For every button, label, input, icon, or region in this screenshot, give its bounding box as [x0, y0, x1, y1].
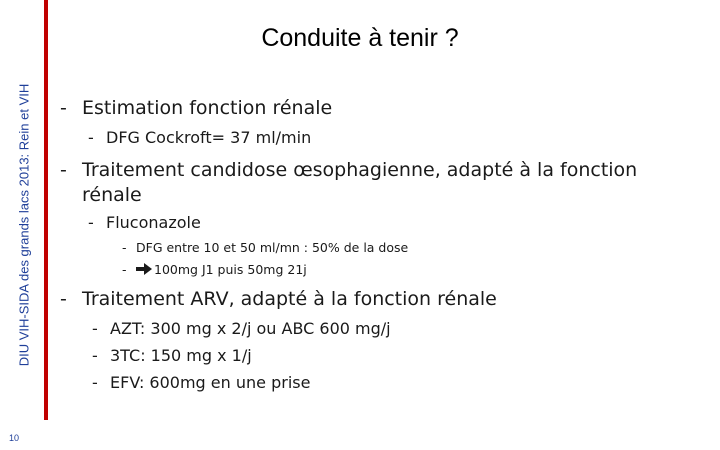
bullet-text: DFG entre 10 et 50 ml/mn : 50% de la dose	[136, 240, 409, 255]
bullet-dash: -	[88, 213, 94, 232]
bullet-candidose	[60, 159, 637, 181]
bullet-text: Estimation fonction rénale	[82, 97, 333, 119]
bullet-azt	[92, 319, 391, 338]
bullet-dfg-range	[122, 240, 408, 255]
bullet-text: EFV: 600mg en une prise	[110, 373, 311, 392]
bullet-text: Fluconazole	[106, 213, 201, 232]
bullet-dash: -	[92, 346, 98, 365]
bullet-text: DFG Cockroft= 37 ml/min	[106, 128, 312, 147]
bullet-arv	[60, 288, 497, 310]
bullet-dfg-cockroft	[88, 128, 311, 147]
bullet-dash: -	[122, 240, 127, 255]
bullet-dash: -	[92, 319, 98, 338]
bullet-candidose-continuation: rénale	[82, 184, 142, 206]
bullet-dose-regimen	[122, 262, 307, 277]
sidebar-divider	[44, 0, 48, 420]
bullet-dash: -	[60, 97, 67, 119]
sidebar-caption: DIU VIH-SIDA des grands lacs 2013: Rein et VIH	[16, 83, 32, 367]
bullet-dash: -	[88, 128, 94, 147]
bullet-efv	[92, 373, 310, 392]
bullet-dash: -	[60, 288, 67, 310]
bullet-text: AZT: 300 mg x 2/j ou ABC 600 mg/j	[110, 319, 391, 338]
bullet-dash: -	[92, 373, 98, 392]
bullet-renal-estimation	[60, 97, 332, 119]
bullet-dash: -	[122, 262, 127, 277]
bullet-text: 3TC: 150 mg x 1/j	[110, 346, 252, 365]
bullet-text: Traitement ARV, adapté à la fonction rénale	[82, 288, 497, 310]
bullet-text: Traitement candidose œsophagienne, adapté à la fonction	[82, 159, 638, 181]
bullet-fluconazole	[88, 213, 201, 232]
bullet-dash: -	[60, 159, 67, 181]
right-arrow-icon	[136, 263, 152, 275]
bullet-3tc	[92, 346, 252, 365]
page-number: 10	[8, 433, 19, 443]
bullet-text: 100mg J1 puis 50mg 21j	[154, 262, 307, 277]
slide-title: Conduite à tenir ?	[261, 24, 459, 52]
